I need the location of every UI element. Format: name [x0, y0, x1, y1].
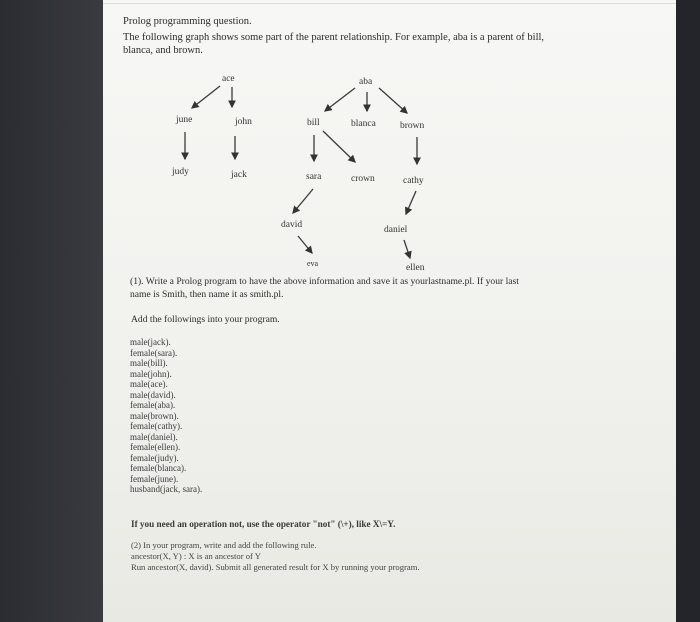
add-followings-label: Add the followings into your program.	[131, 314, 280, 325]
fact-line: male(david).	[130, 389, 176, 400]
question-2-line-3: Run ancestor(X, david). Submit all generated result for X by running your program.	[131, 562, 420, 572]
edge-daniel-ellen	[404, 240, 410, 258]
node-david: david	[281, 220, 303, 230]
node-daniel: daniel	[384, 225, 408, 235]
fact-line: female(aba).	[130, 400, 176, 410]
node-john: john	[235, 117, 252, 127]
edge-cathy-daniel	[406, 191, 416, 214]
node-june: june	[176, 115, 193, 125]
node-brown: brown	[400, 121, 425, 131]
node-blanca: blanca	[351, 119, 376, 129]
fact-line: male(bill).	[130, 358, 168, 368]
node-crown: crown	[351, 174, 375, 184]
fact-line: male(ace).	[130, 379, 168, 389]
node-sara: sara	[306, 172, 322, 182]
fact-line: female(ellen).	[130, 442, 181, 452]
edge-david-eva	[298, 236, 312, 253]
parent-graph	[103, 0, 676, 290]
question-title: Prolog programming question.	[123, 16, 252, 27]
fact-line: male(daniel).	[130, 431, 178, 442]
node-aba: aba	[359, 77, 373, 87]
left-background	[0, 0, 103, 622]
edge-ace-june	[192, 86, 220, 108]
prolog-facts-list	[130, 337, 202, 495]
question-1-line-2: name is Smith, then name it as smith.pl.	[130, 289, 284, 300]
node-jack: jack	[231, 170, 247, 180]
fact-line: female(blanca).	[130, 463, 187, 473]
node-judy: judy	[172, 167, 189, 177]
edge-bill-crown	[323, 131, 355, 162]
not-operator-note: If you need an operation not, use the operator "not" (\+), like X\=Y.	[131, 519, 396, 529]
edge-aba-bill	[325, 88, 355, 111]
fact-line: husband(jack, sara).	[130, 484, 203, 494]
question-2-line-1: (2) In your program, write and add the following rule.	[131, 540, 317, 550]
intro-text-line-2: blanca, and brown.	[123, 45, 203, 56]
fact-line: female(judy).	[130, 452, 179, 463]
edge-aba-brown	[379, 88, 407, 113]
fact-line: male(jack).	[130, 337, 171, 347]
intro-text-line-1: The following graph shows some part of the parent relationship. For example, aba is a parent of bill,	[123, 32, 545, 43]
node-cathy: cathy	[403, 176, 424, 186]
question-1-line-1: (1). Write a Prolog program to have the above information and save it as yourlastname.pl. If your last	[130, 276, 519, 287]
edge-sara-david	[293, 189, 313, 213]
right-background	[676, 0, 700, 622]
node-eva: eva	[307, 259, 319, 268]
document-page	[103, 0, 676, 622]
fact-line: male(brown).	[130, 410, 179, 421]
fact-line: female(sara).	[130, 347, 178, 358]
node-ace: ace	[222, 74, 235, 84]
fact-line: female(june).	[130, 473, 179, 484]
fact-line: male(john).	[130, 368, 172, 379]
fact-line: female(cathy).	[130, 421, 183, 431]
node-bill: bill	[307, 118, 320, 128]
question-2-line-2: ancestor(X, Y) : X is an ancestor of Y	[131, 551, 261, 561]
node-ellen: ellen	[406, 263, 425, 273]
